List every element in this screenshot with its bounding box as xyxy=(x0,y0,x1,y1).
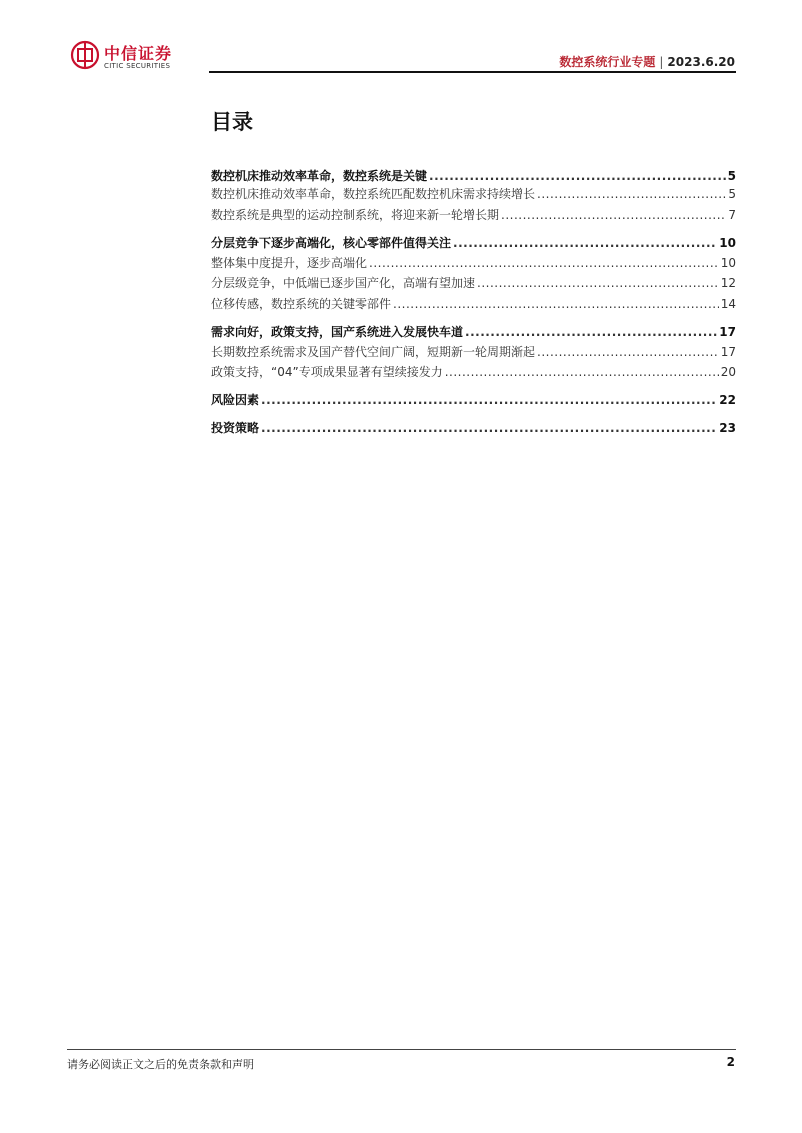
toc-entry-section-2-3[interactable] xyxy=(211,296,736,312)
toc-leader-dots xyxy=(465,324,717,340)
header-separator: | xyxy=(659,55,664,69)
toc-entry-text: 数控系统是典型的运动控制系统，将迎来新一轮增长期 xyxy=(211,208,500,222)
toc-entry-text: 长期数控系统需求及国产替代空间广阔，短期新一轮周期渐起 xyxy=(211,345,536,359)
footer-divider xyxy=(67,1049,736,1050)
report-title: 数控系统行业专题 xyxy=(559,55,656,69)
header-divider xyxy=(209,71,736,73)
toc-entry-page: 10 xyxy=(720,256,736,270)
toc-entry-risk-factors[interactable] xyxy=(211,392,736,408)
citic-emblem-icon xyxy=(70,40,100,70)
toc-entry-section-1[interactable] xyxy=(211,168,736,184)
toc-leader-dots xyxy=(261,420,717,436)
toc-leader-dots xyxy=(429,168,726,184)
toc-leader-dots xyxy=(445,364,719,380)
toc-entry-text: 分层竞争下逐步高端化，核心零部件值得关注 xyxy=(211,236,452,250)
page-number: 2 xyxy=(726,1055,735,1069)
toc-leader-dots xyxy=(369,255,719,271)
toc-entry-text: 投资策略 xyxy=(211,421,260,435)
toc-entry-section-2[interactable] xyxy=(211,235,736,251)
toc-entry-text: 数控机床推动效率革命，数控系统是关键 xyxy=(211,169,428,183)
toc-leader-dots xyxy=(453,235,717,251)
logo-chinese-name: 中信证券 xyxy=(104,44,173,63)
toc-entry-page: 20 xyxy=(720,365,736,379)
toc-leader-dots xyxy=(501,207,726,223)
toc-entry-text: 需求向好，政策支持，国产系统进入发展快车道 xyxy=(211,325,464,339)
toc-entry-text: 数控机床推动效率革命，数控系统匹配数控机床需求持续增长 xyxy=(211,187,536,201)
toc-entry-section-2-2[interactable] xyxy=(211,275,736,291)
toc-entry-text: 分层级竞争，中低端已逐步国产化，高端有望加速 xyxy=(211,276,476,290)
toc-entry-page: 10 xyxy=(719,236,736,250)
toc-leader-dots xyxy=(537,186,726,202)
toc-leader-dots xyxy=(393,296,719,312)
toc-entry-section-1-1[interactable] xyxy=(211,186,736,202)
toc-entry-section-3[interactable] xyxy=(211,324,736,340)
toc-title: 目录 xyxy=(211,110,253,134)
toc-entry-page: 17 xyxy=(720,345,736,359)
toc-entry-section-3-1[interactable] xyxy=(211,344,736,360)
toc-entry-page: 22 xyxy=(719,393,736,407)
toc-entry-page: 5 xyxy=(727,169,736,183)
logo-english-name: CITIC SECURITIES xyxy=(104,62,171,70)
toc-entry-section-3-2[interactable] xyxy=(211,364,736,380)
toc-entry-section-1-2[interactable] xyxy=(211,207,736,223)
toc-entry-page: 23 xyxy=(719,421,736,435)
toc-entry-text: 政策支持，“04”专项成果显著有望续接发力 xyxy=(211,365,443,379)
toc-leader-dots xyxy=(261,392,717,408)
report-date: 2023.6.20 xyxy=(667,55,735,69)
report-header xyxy=(559,53,735,70)
footer-disclaimer: 请务必阅读正文之后的免责条款和声明 xyxy=(67,1058,254,1071)
toc-entry-section-2-1[interactable] xyxy=(211,255,736,271)
toc-leader-dots xyxy=(477,275,719,291)
toc-entry-investment-strategy[interactable] xyxy=(211,420,736,436)
toc-leader-dots xyxy=(537,344,719,360)
toc-entry-text: 位移传感，数控系统的关键零部件 xyxy=(211,297,392,311)
toc-entry-page: 7 xyxy=(728,208,736,222)
toc-entry-page: 5 xyxy=(728,187,736,201)
toc-entry-page: 12 xyxy=(720,276,736,290)
citic-logo xyxy=(70,40,180,76)
toc-entry-text: 整体集中度提升，逐步高端化 xyxy=(211,256,368,270)
toc-entry-page: 14 xyxy=(720,297,736,311)
toc-entry-text: 风险因素 xyxy=(211,393,260,407)
toc-entry-page: 17 xyxy=(719,325,736,339)
